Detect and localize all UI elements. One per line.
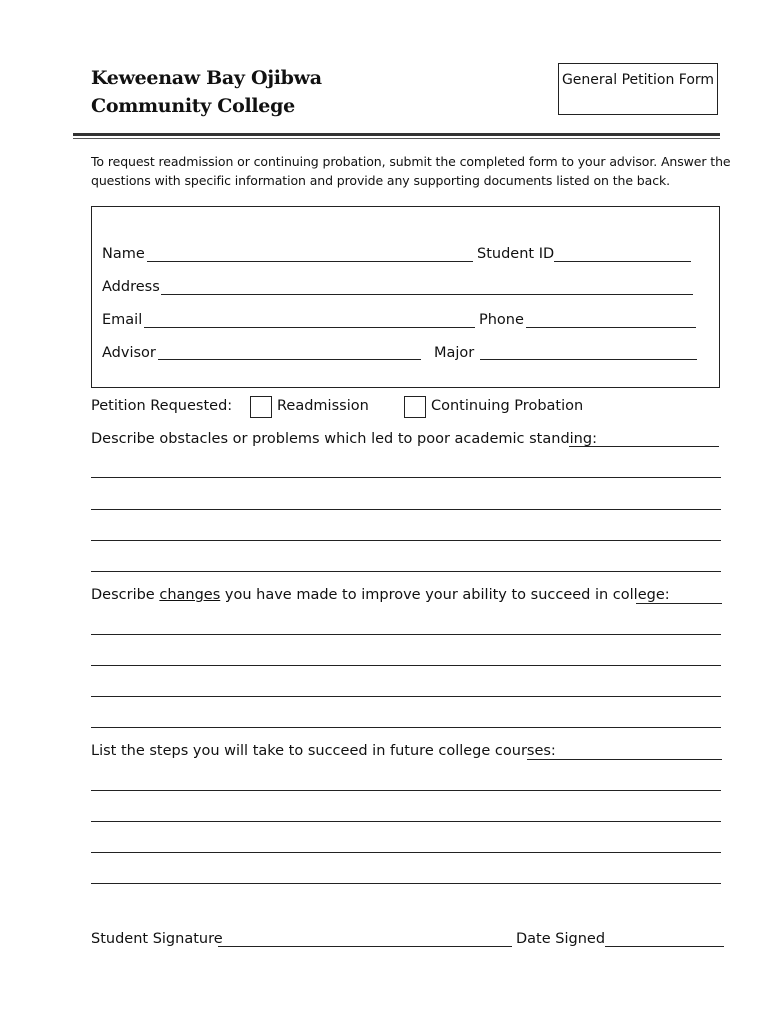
question-changes-post: you have made to improve your ability to succeed in college: xyxy=(224,587,670,603)
answer-changes-line-3[interactable] xyxy=(91,696,721,697)
college-name-line2: Community College xyxy=(91,95,295,117)
answer-steps-line-0[interactable] xyxy=(527,759,722,760)
advisor-label: Advisor xyxy=(102,345,156,361)
answer-steps-line-4[interactable] xyxy=(91,883,721,884)
question-obstacles: Describe obstacles or problems which led to poor academic standing: xyxy=(91,431,597,447)
name-label: Name xyxy=(102,246,145,262)
readmission-label: Readmission xyxy=(277,398,369,414)
phone-label: Phone xyxy=(479,312,524,328)
answer-changes-line-0[interactable] xyxy=(636,603,722,604)
date-signed-label: Date Signed xyxy=(516,931,606,947)
petition-requested-label: Petition Requested: xyxy=(91,398,233,414)
advisor-field[interactable] xyxy=(158,359,421,360)
college-name xyxy=(91,64,322,120)
address-field[interactable] xyxy=(161,294,693,295)
student-id-field[interactable] xyxy=(554,261,691,262)
student-signature-field[interactable] xyxy=(218,946,512,947)
student-info-box xyxy=(91,206,720,388)
date-signed-field[interactable] xyxy=(605,946,724,947)
continuing-probation-checkbox[interactable] xyxy=(404,396,426,418)
answer-obstacles-line-3[interactable] xyxy=(91,540,721,541)
student-id-label: Student ID xyxy=(477,246,555,262)
answer-obstacles-line-2[interactable] xyxy=(91,509,721,510)
answer-steps-line-3[interactable] xyxy=(91,852,721,853)
name-field[interactable] xyxy=(147,261,473,262)
continuing-probation-label: Continuing Probation xyxy=(431,398,584,414)
address-label: Address xyxy=(102,279,160,295)
college-name-line1: Keweenaw Bay Ojibwa xyxy=(91,67,322,89)
question-changes-emphasis: changes xyxy=(159,587,221,603)
answer-obstacles-line-0[interactable] xyxy=(569,446,719,447)
instructions-text: To request readmission or continuing probation, submit the completed form to your advisor. Answer the questions with specific information and provide any supporting documents listed on the back. xyxy=(91,154,731,188)
header-divider-thin xyxy=(73,138,720,139)
answer-changes-line-2[interactable] xyxy=(91,665,721,666)
major-label: Major xyxy=(434,345,475,361)
header-divider-thick xyxy=(73,133,720,136)
answer-steps-line-2[interactable] xyxy=(91,821,721,822)
answer-changes-line-4[interactable] xyxy=(91,727,721,728)
form-title: General Petition Form xyxy=(561,72,715,88)
answer-steps-line-1[interactable] xyxy=(91,790,721,791)
phone-field[interactable] xyxy=(526,327,696,328)
email-field[interactable] xyxy=(144,327,475,328)
student-signature-label: Student Signature xyxy=(91,931,223,947)
question-changes-pre: Describe xyxy=(91,587,155,603)
answer-obstacles-line-4[interactable] xyxy=(91,571,721,572)
major-field[interactable] xyxy=(480,359,697,360)
email-label: Email xyxy=(102,312,143,328)
form-title-box xyxy=(558,63,718,115)
readmission-checkbox[interactable] xyxy=(250,396,272,418)
question-steps: List the steps you will take to succeed in future college courses: xyxy=(91,743,556,759)
answer-obstacles-line-1[interactable] xyxy=(91,477,721,478)
answer-changes-line-1[interactable] xyxy=(91,634,721,635)
question-changes xyxy=(91,587,670,603)
